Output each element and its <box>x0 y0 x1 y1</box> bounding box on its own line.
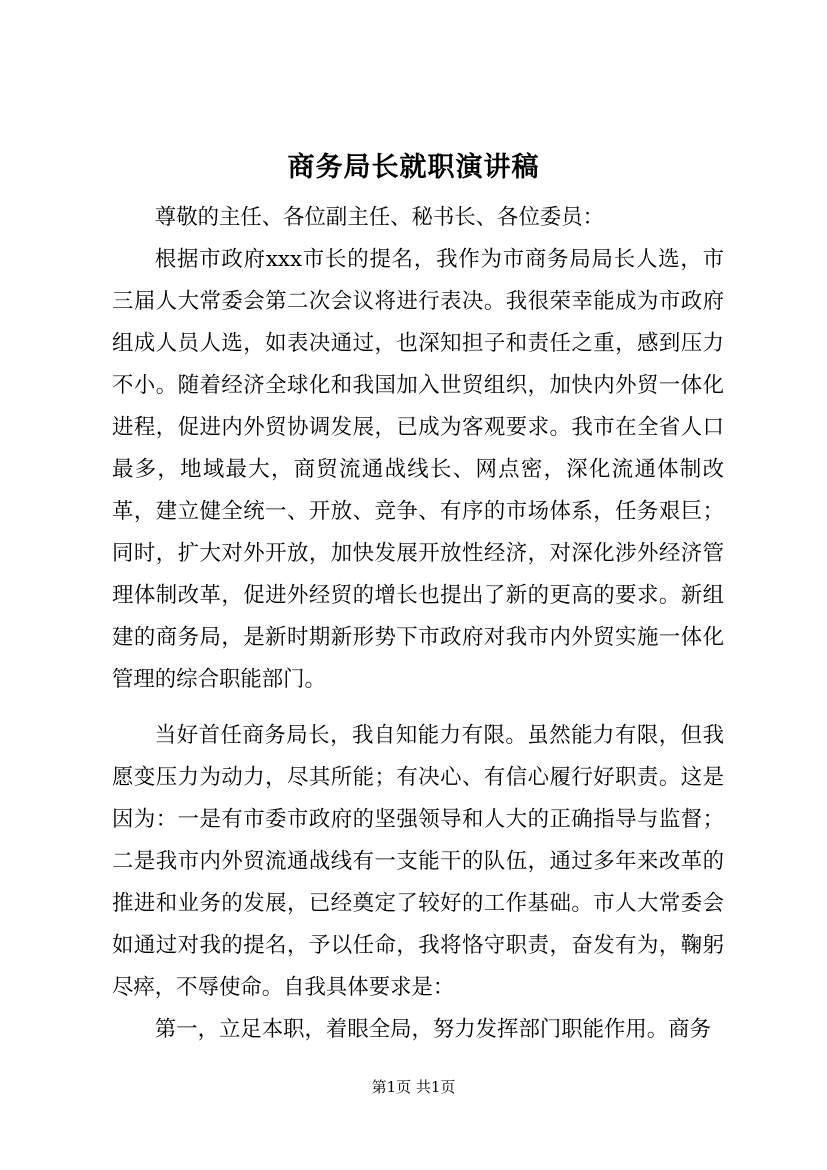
paragraph-2: 当好首任商务局长，我自知能力有限。虽然能力有限，但我愿变压力为动力，尽其所能；有决心、有信心履行好职责。这是因为：一是有市委市政府的坚强领导和人大的正确指导与监督；二是我市内外贸流通战线有一支能干的队伍，通过多年来改革的推进和业务的发展，已经奠定了较好的工作基础。市人大常委会如通过对我的提名，予以任命，我将恪守职责，奋发有为，鞠躬尽瘁，不辱使命。自我具体要求是： <box>112 723 724 1000</box>
document-title: 商务局长就职演讲稿 <box>287 152 540 183</box>
salutation: 尊敬的主任、各位副主任、秘书长、各位委员： <box>154 205 605 230</box>
paragraph-1: 根据市政府xxx市长的提名，我作为市商务局局长人选，市三届人大常委会第二次会议将进行表决。我很荣幸能成为市政府组成人员人选，如表决通过，也深知担子和责任之重，感到压力不小。随着经济全球化和我国加入世贸组织，加快内外贸一体化进程，促进内外贸协调发展，已成为客观要求。我市在全省人口最多，地域最大，商贸流通战线长、网点密，深化流通体制改革，建立健全统一、开放、竞争、有序的市场体系，任务艰巨；同时，扩大对外开放，加快发展开放性经济，对深化涉外经济管理体制改革，促进外经贸的增长也提出了新的更高的要求。新组建的商务局，是新时期新形势下市政府对我市内外贸实施一体化管理的综合职能部门。 <box>112 247 724 692</box>
paragraph-3: 第一，立足本职，着眼全局，努力发挥部门职能作用。商务 <box>154 1017 711 1042</box>
page-footer: 第1页 共1页 <box>371 1078 456 1096</box>
document-body <box>112 197 724 1051</box>
